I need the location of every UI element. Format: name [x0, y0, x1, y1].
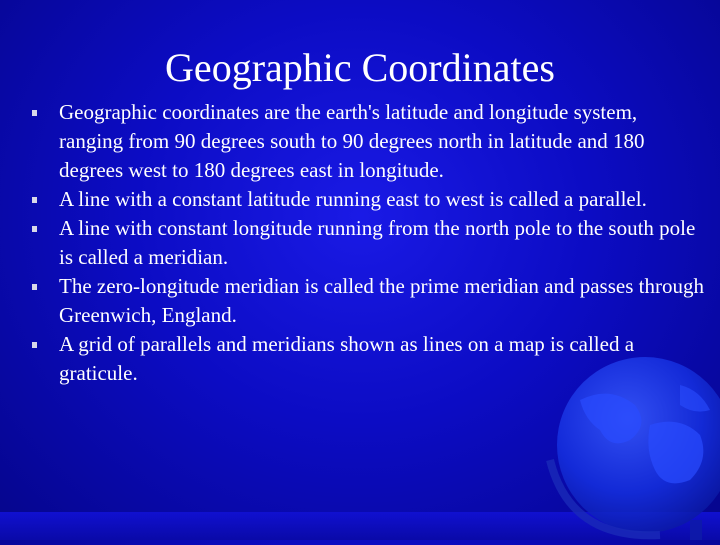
bullet-square-icon: [26, 98, 59, 127]
bullet-square-icon: [26, 272, 59, 301]
bullet-text: A line with constant longitude running from the north pole to the south pole is called a meridian.: [59, 216, 696, 269]
bullet-item: [26, 214, 706, 272]
bullet-list: [26, 98, 706, 388]
bullet-text: A line with a constant latitude running east to west is called a parallel.: [59, 187, 647, 211]
bullet-square-icon: [26, 330, 59, 359]
bullet-text: A grid of parallels and meridians shown as lines on a map is called a graticule.: [59, 332, 635, 385]
slide-title: Geographic Coordinates: [165, 45, 555, 90]
bullet-text: The zero-longitude meridian is called the prime meridian and passes through Greenwich, England.: [59, 274, 704, 327]
bullet-item: [26, 98, 706, 185]
bullet-item: [26, 330, 706, 388]
bullet-text: Geographic coordinates are the earth's latitude and longitude system, ranging from 90 degrees south to 90 degrees north in latitude and 180 degrees west to 180 degrees east in longitude.: [59, 100, 645, 182]
bullet-item: [26, 185, 706, 214]
bullet-item: [26, 272, 706, 330]
bullet-square-icon: [26, 214, 59, 243]
bullet-square-icon: [26, 185, 59, 214]
